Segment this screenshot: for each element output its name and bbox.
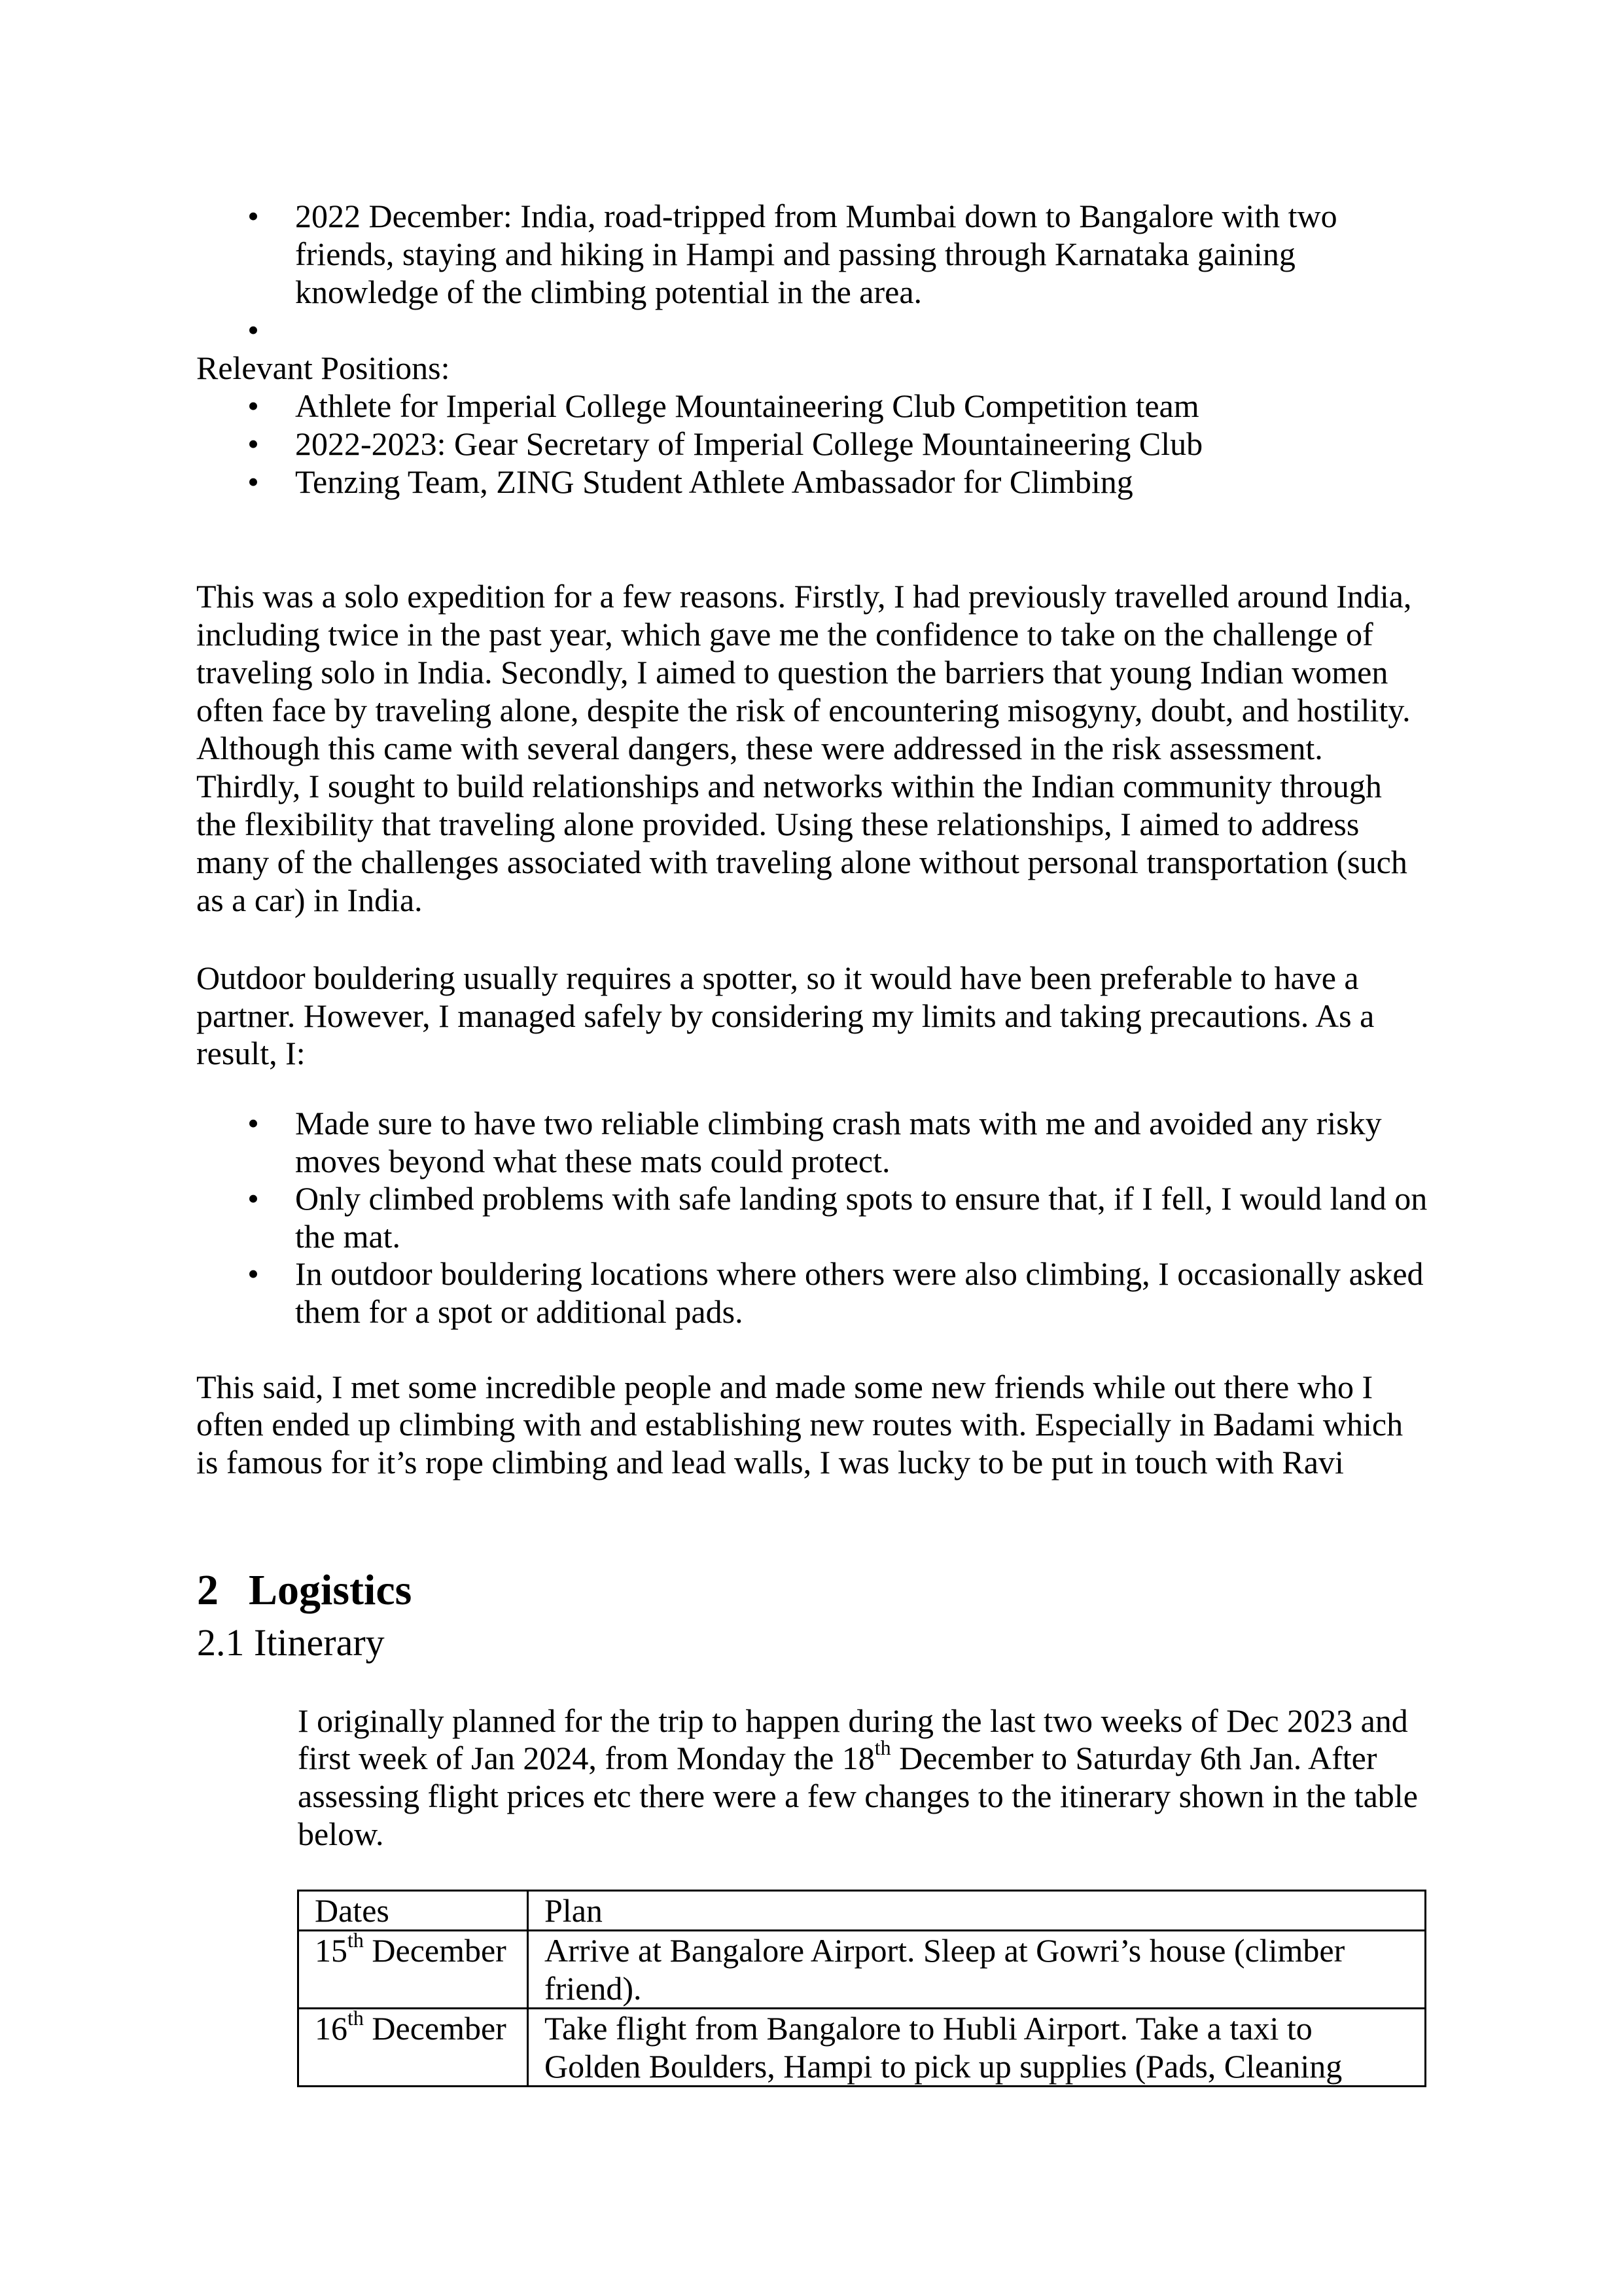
paragraph-line: This said, I met some incredible people and made some new friends while out there who I [196,1369,1373,1405]
bullet-icon: • [247,198,259,234]
plan-line: Take flight from Bangalore to Hubli Airport. Take a taxi to [544,2010,1313,2047]
bullet-icon: • [247,425,259,462]
paragraph-line: many of the challenges associated with traveling alone without personal transportation (such [196,844,1407,880]
table-header-cell: Dates [298,1891,528,1931]
paragraph-line: below. [298,1816,384,1852]
relevant-positions-label: Relevant Positions: [196,350,450,386]
date-month: December [363,1932,506,1969]
list-item-line: the mat. [295,1218,401,1255]
table-header-row [298,1891,1426,1931]
paragraph-line: often ended up climbing with and establishing new routes with. Especially in Badami which [196,1406,1403,1443]
list-item-line: In outdoor bouldering locations where others were also climbing, I occasionally asked [295,1255,1424,1292]
bullet-icon: • [247,1105,259,1141]
paragraph-line [298,1736,1377,1777]
date-cell [298,1928,528,2009]
paragraph-line: Although this came with several dangers, these were addressed in the risk assessment. [196,730,1323,766]
text-run: first week of Jan 2024, from Monday the 18 [298,1740,875,1776]
section-title: Logistics [249,1566,412,1614]
list-item-line: friends, staying and hiking in Hampi and passing through Karnataka gaining [295,236,1296,272]
paragraph-line: assessing flight prices etc there were a few changes to the itinerary shown in the table [298,1778,1418,1814]
ordinal-suffix: th [874,1736,891,1760]
paragraph-line: as a car) in India. [196,882,423,918]
subsection-heading: 2.1 Itinerary [197,1621,385,1664]
list-item-line: them for a spot or additional pads. [295,1293,743,1330]
plan-cell [528,1931,1426,2009]
position-item: 2022-2023: Gear Secretary of Imperial College Mountaineering Club [295,425,1203,462]
list-item-line: moves beyond what these mats could protect. [295,1143,891,1179]
list-item-line: knowledge of the climbing potential in the area. [295,274,923,310]
table-row [298,2009,1426,2087]
bullet-icon: • [247,387,259,424]
bullet-icon: • [247,312,259,348]
section-heading [197,1564,412,1617]
plan-cell [528,2009,1426,2087]
table-header-cell: Plan [528,1891,1426,1931]
table-row [298,1931,1426,2009]
bullet-icon: • [247,1255,259,1292]
position-item: Athlete for Imperial College Mountaineering Club Competition team [295,387,1199,424]
paragraph-line: Outdoor bouldering usually requires a spotter, so it would have been preferable to have a [196,960,1359,996]
list-item-line: Made sure to have two reliable climbing crash mats with me and avoided any risky [295,1105,1382,1141]
ordinal-suffix: th [347,1928,364,1952]
date-number: 16 [315,2010,347,2047]
text-run: December to Saturday 6th Jan. After [891,1740,1377,1776]
bullet-icon: • [247,463,259,500]
itinerary-table [297,1890,1426,2087]
date-cell [298,2006,528,2087]
bullet-icon: • [247,1180,259,1217]
plan-line: friend). [544,1970,642,2007]
paragraph-line: traveling solo in India. Secondly, I aimed to question the barriers that young Indian women [196,654,1388,691]
plan-line: Arrive at Bangalore Airport. Sleep at Gowri’s house (climber [544,1932,1345,1969]
paragraph-line: partner. However, I managed safely by considering my limits and taking precautions. As a [196,997,1375,1034]
position-item: Tenzing Team, ZING Student Athlete Ambassador for Climbing [295,463,1133,500]
paragraph-line: is famous for it’s rope climbing and lead walls, I was lucky to be put in touch with Ravi [196,1444,1344,1480]
ordinal-suffix: th [347,2006,364,2030]
paragraph-line: result, I: [196,1035,306,1071]
date-number: 15 [315,1932,347,1969]
paragraph-line: I originally planned for the trip to happen during the last two weeks of Dec 2023 and [298,1702,1408,1739]
paragraph-line: the flexibility that traveling alone provided. Using these relationships, I aimed to address [196,806,1360,842]
paragraph-line: often face by traveling alone, despite the risk of encountering misogyny, doubt, and hostility. [196,692,1411,728]
list-item-line: 2022 December: India, road-tripped from Mumbai down to Bangalore with two [295,198,1337,234]
paragraph-line: including twice in the past year, which gave me the confidence to take on the challenge of [196,616,1373,653]
list-item-line: Only climbed problems with safe landing spots to ensure that, if I fell, I would land on [295,1180,1428,1217]
paragraph-line: Thirdly, I sought to build relationships and networks within the Indian community through [196,768,1382,804]
section-number: 2 [197,1566,219,1614]
date-month: December [363,2010,506,2047]
paragraph-line: This was a solo expedition for a few reasons. Firstly, I had previously travelled around India, [196,578,1412,615]
plan-line: Golden Boulders, Hampi to pick up supplies (Pads, Cleaning [544,2048,1343,2085]
